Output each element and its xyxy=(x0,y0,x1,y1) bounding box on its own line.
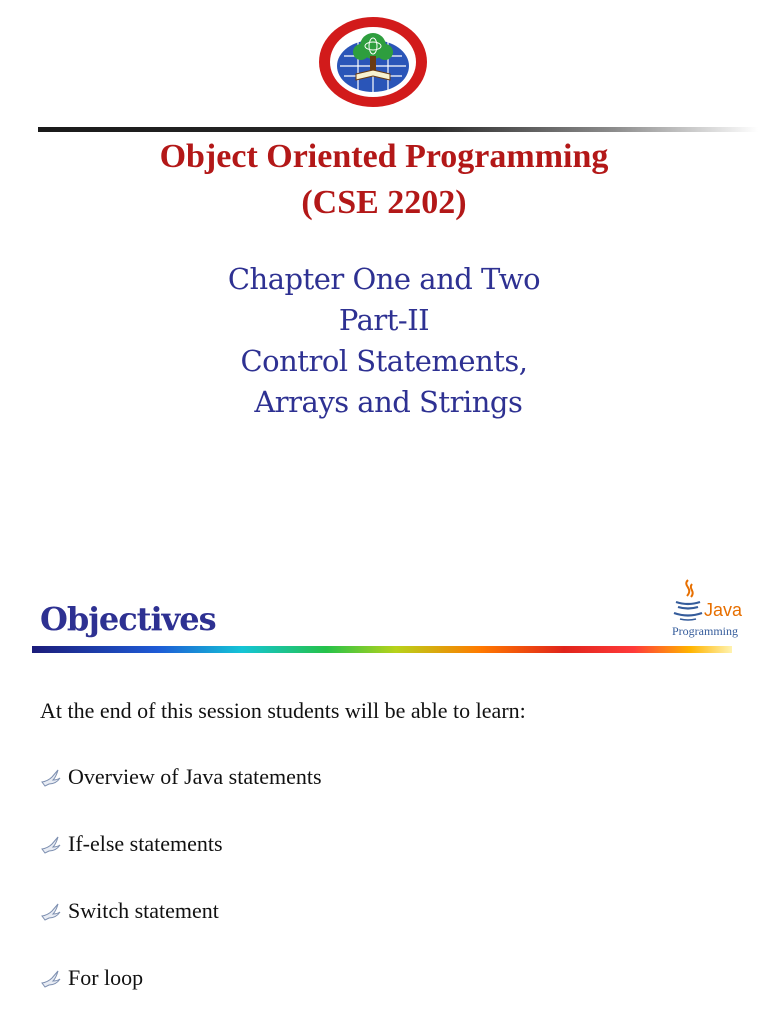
dove-bullet-icon xyxy=(40,768,62,788)
dove-bullet-icon xyxy=(40,835,62,855)
dove-bullet-icon xyxy=(40,969,62,989)
objectives-list xyxy=(40,764,322,1032)
objective-text: Overview of Java statements xyxy=(68,764,322,789)
java-logo-caption: Programming xyxy=(672,624,738,638)
objectives-slide xyxy=(0,538,768,1024)
subtitle-line: Control Statements, xyxy=(240,344,528,378)
rainbow-divider xyxy=(32,646,732,653)
course-title: Object Oriented Programming xyxy=(159,138,609,175)
subtitle-line: Part-II xyxy=(338,303,430,337)
dove-bullet-icon xyxy=(40,902,62,922)
list-item xyxy=(40,831,322,898)
list-item xyxy=(40,898,322,965)
title-divider xyxy=(38,127,758,132)
list-item xyxy=(40,965,322,1032)
list-item xyxy=(40,764,322,831)
java-cup-icon xyxy=(668,576,708,624)
objective-text: Switch statement xyxy=(68,898,219,923)
subtitle-line: Arrays and Strings xyxy=(245,385,523,419)
objectives-intro: At the end of this session students will be able to learn: xyxy=(40,698,526,723)
java-programming-logo xyxy=(668,576,754,646)
java-logo-word: Java xyxy=(704,600,743,620)
university-seal-icon xyxy=(318,16,428,108)
subtitle-line: Chapter One and Two xyxy=(227,262,541,296)
objectives-heading: Objectives xyxy=(40,600,216,638)
course-code: (CSE 2202) xyxy=(301,184,467,221)
objective-text: For loop xyxy=(68,965,144,990)
objective-text: If-else statements xyxy=(68,831,223,856)
